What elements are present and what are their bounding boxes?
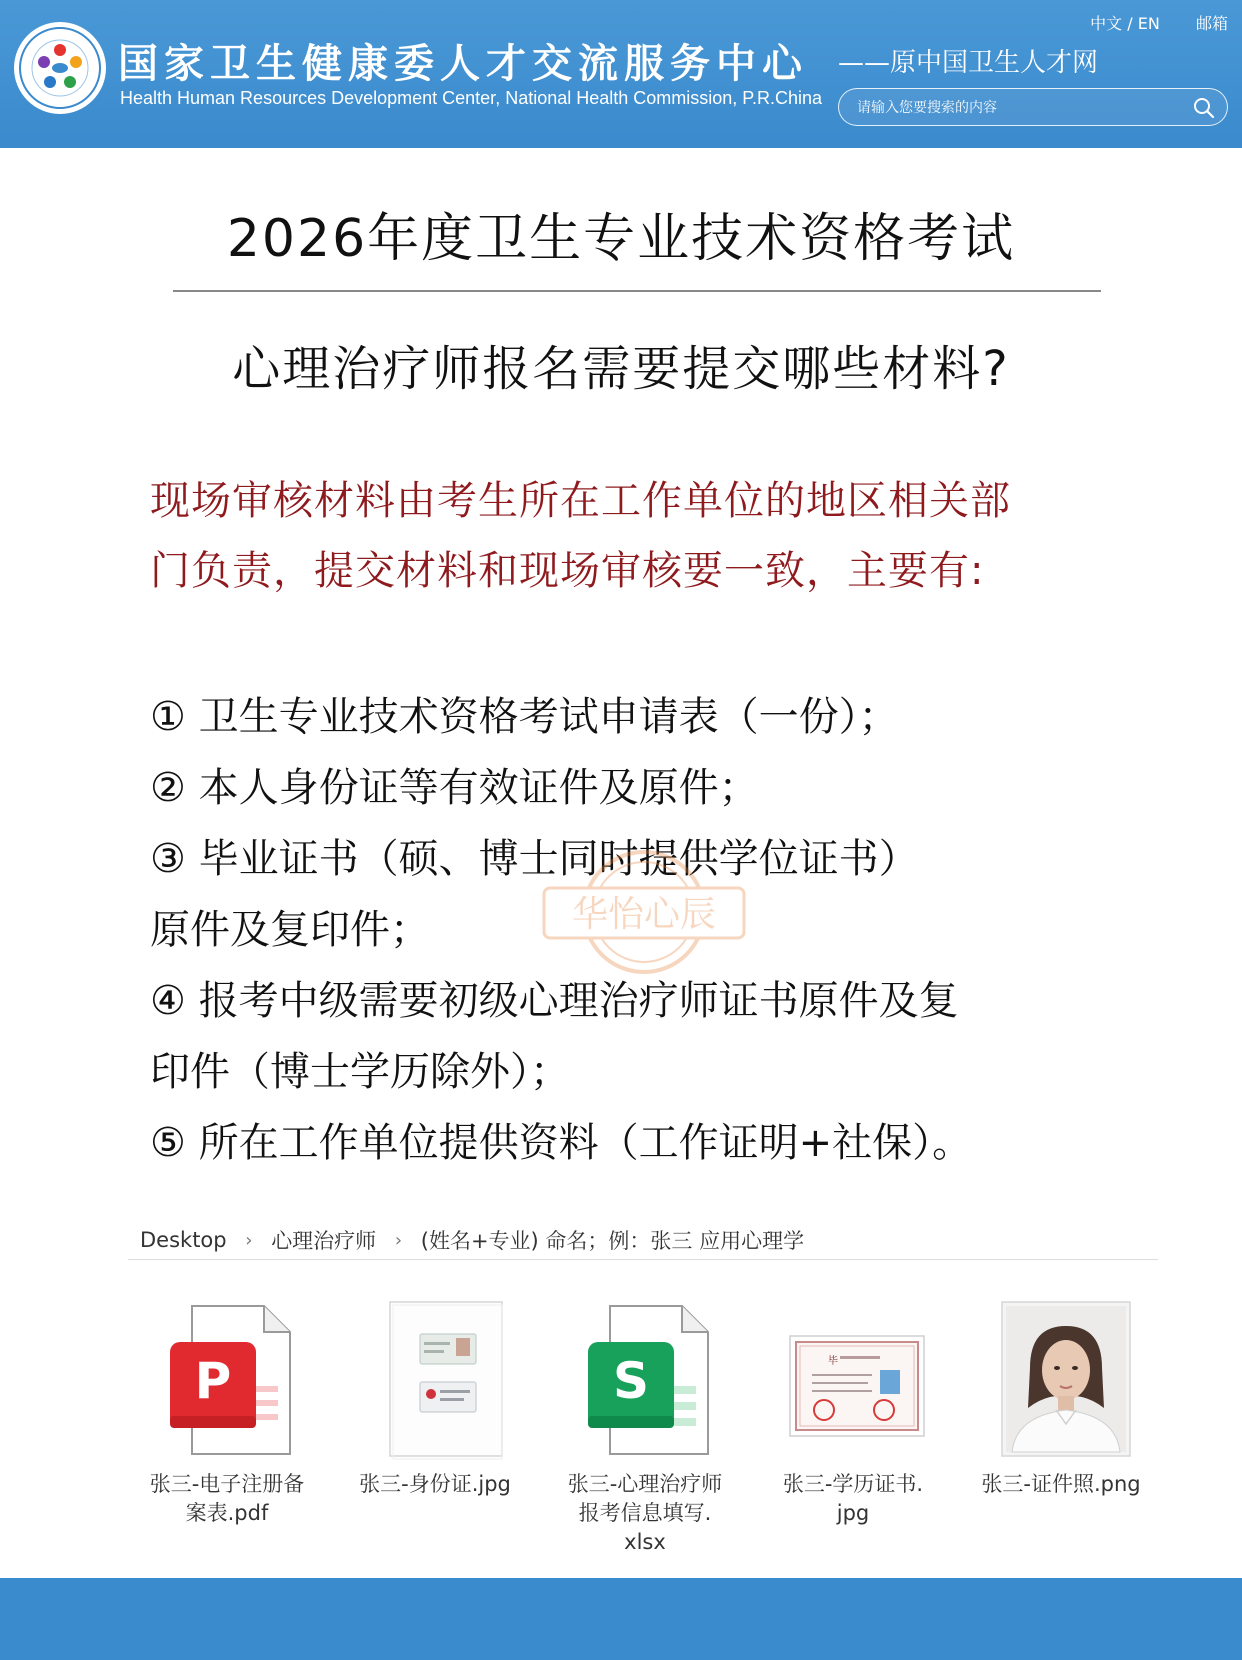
intro-line: 现场审核材料由考生所在工作单位的地区相关部: [150, 478, 1011, 524]
intro-paragraph: [150, 466, 1130, 606]
language-switch-link[interactable]: 中文 / EN: [1090, 14, 1160, 33]
svg-text:毕: 毕: [828, 1356, 838, 1367]
list-item: [150, 753, 1110, 824]
file-name: [758, 1470, 948, 1528]
file-name-line: xlsx: [624, 1530, 666, 1554]
file-name-line: 张三-心理治疗师: [567, 1472, 723, 1496]
file-item-id-card[interactable]: [340, 1298, 530, 1499]
list-item: [150, 966, 1110, 1108]
footer-bar: [0, 1578, 1242, 1660]
list-item-text: ③ 毕业证书（硕、博士同时提供学位证书）: [150, 836, 919, 882]
list-item-text: ① 卫生专业技术资格考试申请表（一份）；: [150, 694, 899, 740]
file-name-line: 张三-证件照.png: [981, 1472, 1141, 1496]
watermark-text: 华怡心辰: [571, 894, 717, 935]
file-item-pdf[interactable]: [132, 1298, 322, 1528]
organization-name-zh: 国家卫生健康委人才交流服务中心: [118, 41, 808, 87]
chevron-right-icon: ›: [245, 1229, 253, 1251]
file-name-line: 案表.pdf: [185, 1501, 269, 1525]
breadcrumb-item-desktop[interactable]: Desktop: [140, 1228, 227, 1252]
certificate-image-icon: [778, 1298, 928, 1460]
list-item-text: 原件及复印件；: [150, 907, 430, 953]
chevron-right-icon: ›: [394, 1229, 403, 1251]
file-item-portrait[interactable]: [966, 1298, 1156, 1499]
breadcrumb-divider: [128, 1259, 1158, 1260]
list-item-text: 印件（博士学历除外）；: [150, 1049, 570, 1095]
list-item: [150, 1108, 1110, 1179]
page-title: 2026年度卫生专业技术资格考试: [226, 209, 1016, 269]
file-name: [132, 1470, 322, 1528]
list-item-text: ④ 报考中级需要初级心理治疗师证书原件及复: [150, 978, 959, 1024]
organization-name-en: Health Human Resources Development Center, National Health Commission, P.R.China: [120, 88, 822, 108]
portrait-photo-icon: [986, 1298, 1136, 1460]
watermark-stamp: [538, 846, 750, 978]
search-box: [838, 88, 1228, 126]
file-name-line: 张三-身份证.jpg: [359, 1472, 511, 1496]
list-item: [150, 682, 1110, 753]
file-name: [340, 1470, 530, 1499]
file-item-diploma[interactable]: [758, 1298, 948, 1528]
intro-line: 门负责，提交材料和现场审核要一致，主要有:: [150, 548, 985, 594]
pdf-badge-letter: P: [194, 1352, 232, 1410]
file-name-line: 报考信息填写.: [578, 1501, 712, 1525]
search-icon[interactable]: [1193, 97, 1215, 119]
breadcrumb-item-folder[interactable]: 心理治疗师: [271, 1229, 377, 1253]
file-name-line: 张三-电子注册备: [149, 1472, 305, 1496]
pdf-file-icon: [152, 1298, 302, 1460]
former-site-name: ——原中国卫生人才网: [838, 48, 1099, 78]
spreadsheet-file-icon: [570, 1298, 720, 1460]
breadcrumb-item-note[interactable]: (姓名+专业) 命名；例：张三 应用心理学: [420, 1229, 805, 1253]
list-item-text: ② 本人身份证等有效证件及原件；: [150, 765, 759, 811]
top-links: [1090, 11, 1228, 34]
search-input[interactable]: [855, 95, 1189, 121]
id-card-image-icon: [360, 1298, 510, 1460]
breadcrumb: [140, 1225, 804, 1255]
title-divider: [173, 290, 1101, 292]
file-name: [550, 1470, 740, 1557]
xlsx-badge-letter: S: [612, 1352, 650, 1410]
file-name: [966, 1470, 1156, 1499]
file-name-line: 张三-学历证书.: [782, 1472, 924, 1496]
organization-logo-icon[interactable]: [12, 20, 108, 116]
file-item-xlsx[interactable]: [550, 1298, 740, 1557]
mailbox-link[interactable]: 邮箱: [1195, 14, 1228, 33]
list-item-text: ⑤ 所在工作单位提供资料（工作证明+社保）。: [150, 1120, 973, 1166]
site-header: [0, 0, 1242, 148]
page-subtitle: 心理治疗师报名需要提交哪些材料?: [232, 341, 1010, 397]
file-name-line: jpg: [836, 1501, 870, 1525]
